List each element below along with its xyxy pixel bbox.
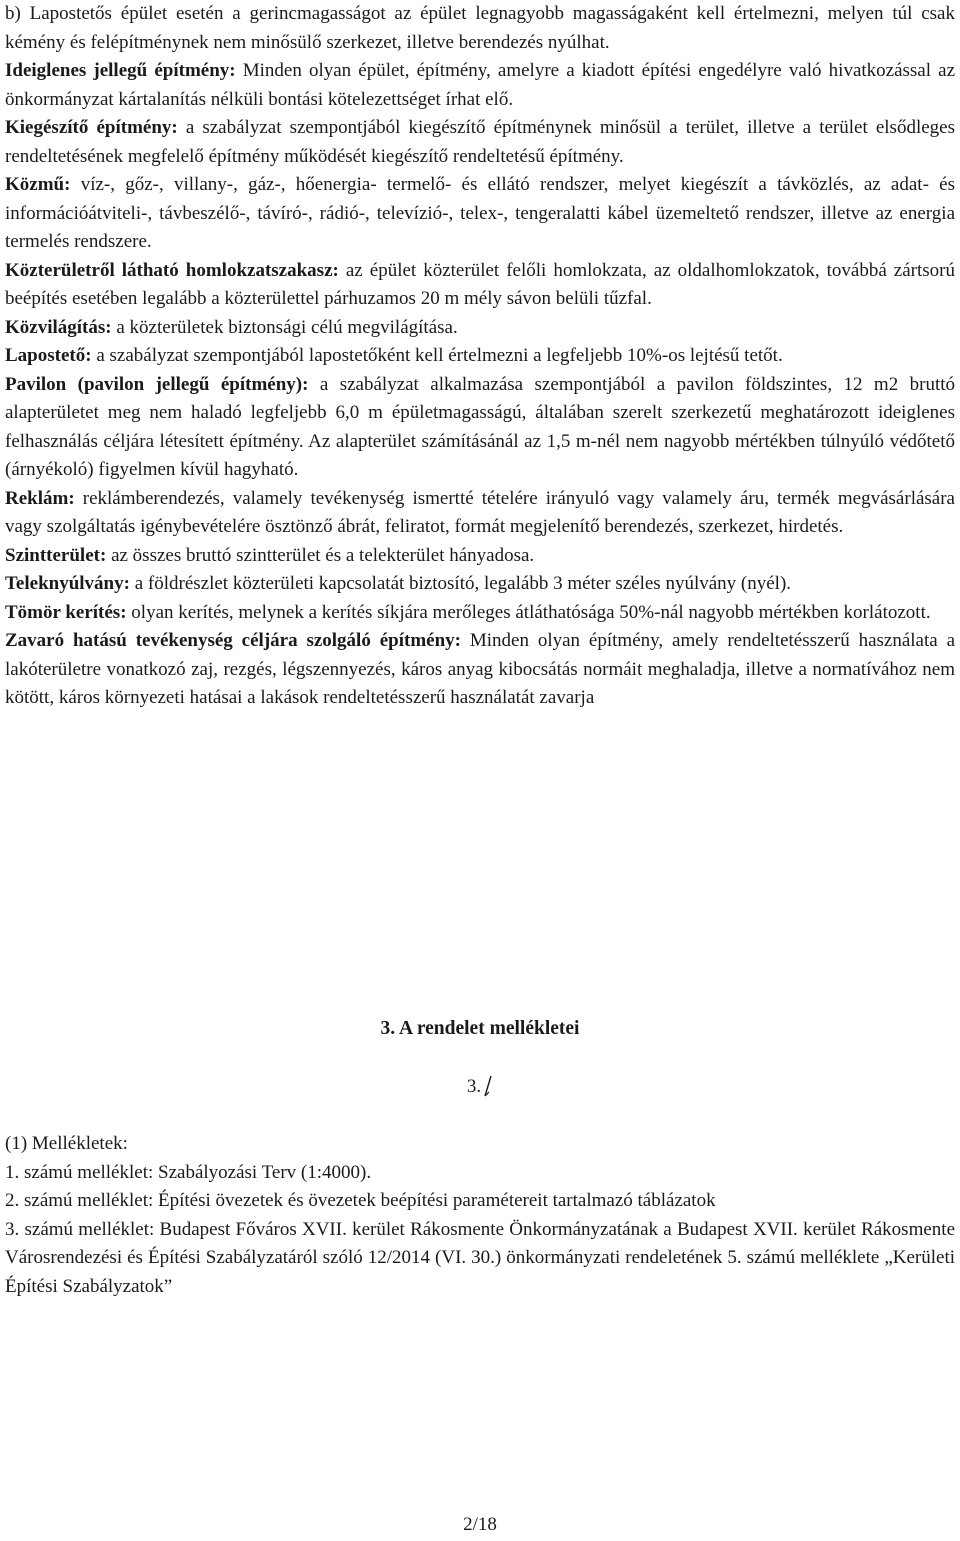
definition-b bbox=[5, 0, 955, 57]
definition-text: Minden olyan épület, építmény, amelyre a kiadott építési engedélyre való hivatkozással az önkormányzat kártalanítás nélküli bontási kötelezettséget írhat elő. bbox=[5, 60, 956, 110]
definition-term: Szintterület: bbox=[5, 544, 107, 566]
section-number-label: 3. bbox=[466, 1076, 482, 1097]
document-page bbox=[5, 0, 956, 1297]
section-heading: 3. A rendelet mellékletei bbox=[380, 1018, 580, 1039]
annex-list bbox=[5, 1130, 955, 1301]
definition-text: az összes bruttó szintterület és a telekterület hányadosa. bbox=[106, 544, 535, 566]
definition-text: a szabályzat szempontjából lapostetőként kell értelmezni a legfeljebb 10%-os lejtésű tetőt. bbox=[91, 345, 783, 366]
definition-lapostető bbox=[5, 342, 955, 371]
section-number bbox=[5, 1073, 955, 1101]
definition-pavilon bbox=[5, 371, 955, 485]
definition-term: Pavilon (pavilon jellegű építmény): bbox=[5, 373, 309, 395]
definition-term: Kiegészítő építmény: bbox=[5, 117, 178, 138]
definition-text: víz-, gőz-, villany-, gáz-, hőenergia- termelő- és ellátó rendszer, melyet kiegészít a távközlés, az adat- és információátviteli-, távbeszélő-, távíró-, rádió-, televízió-, telex-, tengeralatti kábel üzemeltető rendszer, illetve az energia termelés rendszere. bbox=[5, 174, 955, 252]
definition-text: olyan kerítés, melynek a kerítés síkjára merőleges átláthatósága 50%-nál nagyobb mértékben korlátozott. bbox=[126, 601, 931, 623]
definitions-list bbox=[5, 0, 955, 713]
definition-term: Közmű: bbox=[5, 174, 71, 195]
annex-item-2: 2. számú melléklet: Építési övezetek és övezetek beépítési paramétereit tartalmazó táblázatok bbox=[5, 1190, 716, 1211]
definition-tomor-kerites bbox=[5, 599, 955, 628]
definition-term: Közvilágítás: bbox=[5, 316, 112, 338]
definition-term: Lapostető: bbox=[5, 345, 92, 366]
definition-reklam bbox=[5, 485, 955, 542]
definition-kozmu bbox=[5, 171, 955, 257]
definition-szintterulet bbox=[5, 542, 955, 571]
definition-term: Ideiglenes jellegű építmény: bbox=[5, 60, 236, 81]
definition-kiegeszito bbox=[5, 114, 955, 171]
definition-text: reklámberendezés, valamely tevékenység ismertté tételére irányuló vagy valamely áru, termék megvásárlására vagy szolgáltatás igénybevételére ösztönző ábrát, feliratot, formát megjelenítő berendezés, szerkezet, hirdetés. bbox=[5, 487, 955, 537]
annex-item-3: 3. számú melléklet: Budapest Főváros XVII. kerület Rákosmente Önkormányzatának a Budapest XVII. kerület Rákosmente Városrendezési és Építési Szabályzatáról szóló 12/2014 (VI. 30.) önkormányzati rendeletének 5. számú melléklete „Kerületi Építési Szabályzatok” bbox=[5, 1218, 955, 1297]
definition-text: a szabályzat szempontjából kiegészítő építménynek minősül a terület, illetve a terület elsődleges rendeltetésének megfelelő építmény működését kiegészítő rendeltetésű építmény. bbox=[5, 117, 955, 167]
section-mark-icon bbox=[483, 1075, 493, 1097]
definition-zavaro-hatasu bbox=[5, 627, 955, 713]
annex-item-1: 1. számú melléklet: Szabályozási Terv (1:4000). bbox=[5, 1161, 372, 1183]
definition-term: Zavaró hatású tevékenység céljára szolgáló építmény: bbox=[5, 630, 461, 651]
definition-term: Közterületről látható homlokzatszakasz: bbox=[5, 259, 339, 281]
definition-text: a földrészlet közterületi kapcsolatát biztosító, legalább 3 méter széles nyúlvány (nyél). bbox=[129, 573, 792, 594]
definition-term: Tömör kerítés: bbox=[5, 601, 127, 623]
definition-term: Reklám: bbox=[5, 487, 75, 509]
annex-intro: (1) Mellékletek: bbox=[5, 1133, 128, 1154]
definition-kozvilagitas bbox=[5, 314, 955, 343]
definition-term: Teleknyúlvány: bbox=[5, 573, 130, 594]
definition-ideiglenes bbox=[5, 57, 955, 114]
definition-teleknyulvany bbox=[5, 570, 955, 599]
page-number: 2/18 bbox=[463, 1514, 497, 1535]
definition-text: az épület közterület felőli homlokzata, az oldalhomlokzatok, továbbá zártsorú beépítés esetében legalább a közterülettel párhuzamos 20 m mély sávon belüli tűzfal. bbox=[5, 259, 955, 309]
definition-text: a közterületek biztonsági célú megvilágítása. bbox=[111, 316, 458, 338]
definition-homlokzatszakasz bbox=[5, 257, 955, 314]
definition-text: a szabályzat alkalmazása szempontjából a pavilon földszintes, 12 m2 bruttó alapterületet meg nem haladó legfeljebb 6,0 m épületmagasságú, általában szerelt szerkezetű meghatározott ideiglenes felhasználás céljára létesített építmény. Az alapterület számításánál az 1,5 m-nél nem nagyobb mértékben túlnyúló védőtető (árnyékoló) figyelmen kívül hagyható. bbox=[5, 373, 956, 480]
definition-text: Minden olyan építmény, amely rendeltetésszerű használata a lakóterületre vonatkozó zaj, rezgés, légszennyezés, káros anyag kibocsátás normáit meghaladja, illetve a normatívához nem kötött, káros környezeti hatásai a lakások rendeltetésszerű használatát zavarja bbox=[5, 630, 955, 708]
definition-text: b) Lapostetős épület esetén a gerincmagasságot az épület legnagyobb magasságaként kell értelmezni, melyen túl csak kémény és felépítménynek nem minősülő szerkezet, illetve berendezés nyúlhat. bbox=[5, 3, 955, 53]
